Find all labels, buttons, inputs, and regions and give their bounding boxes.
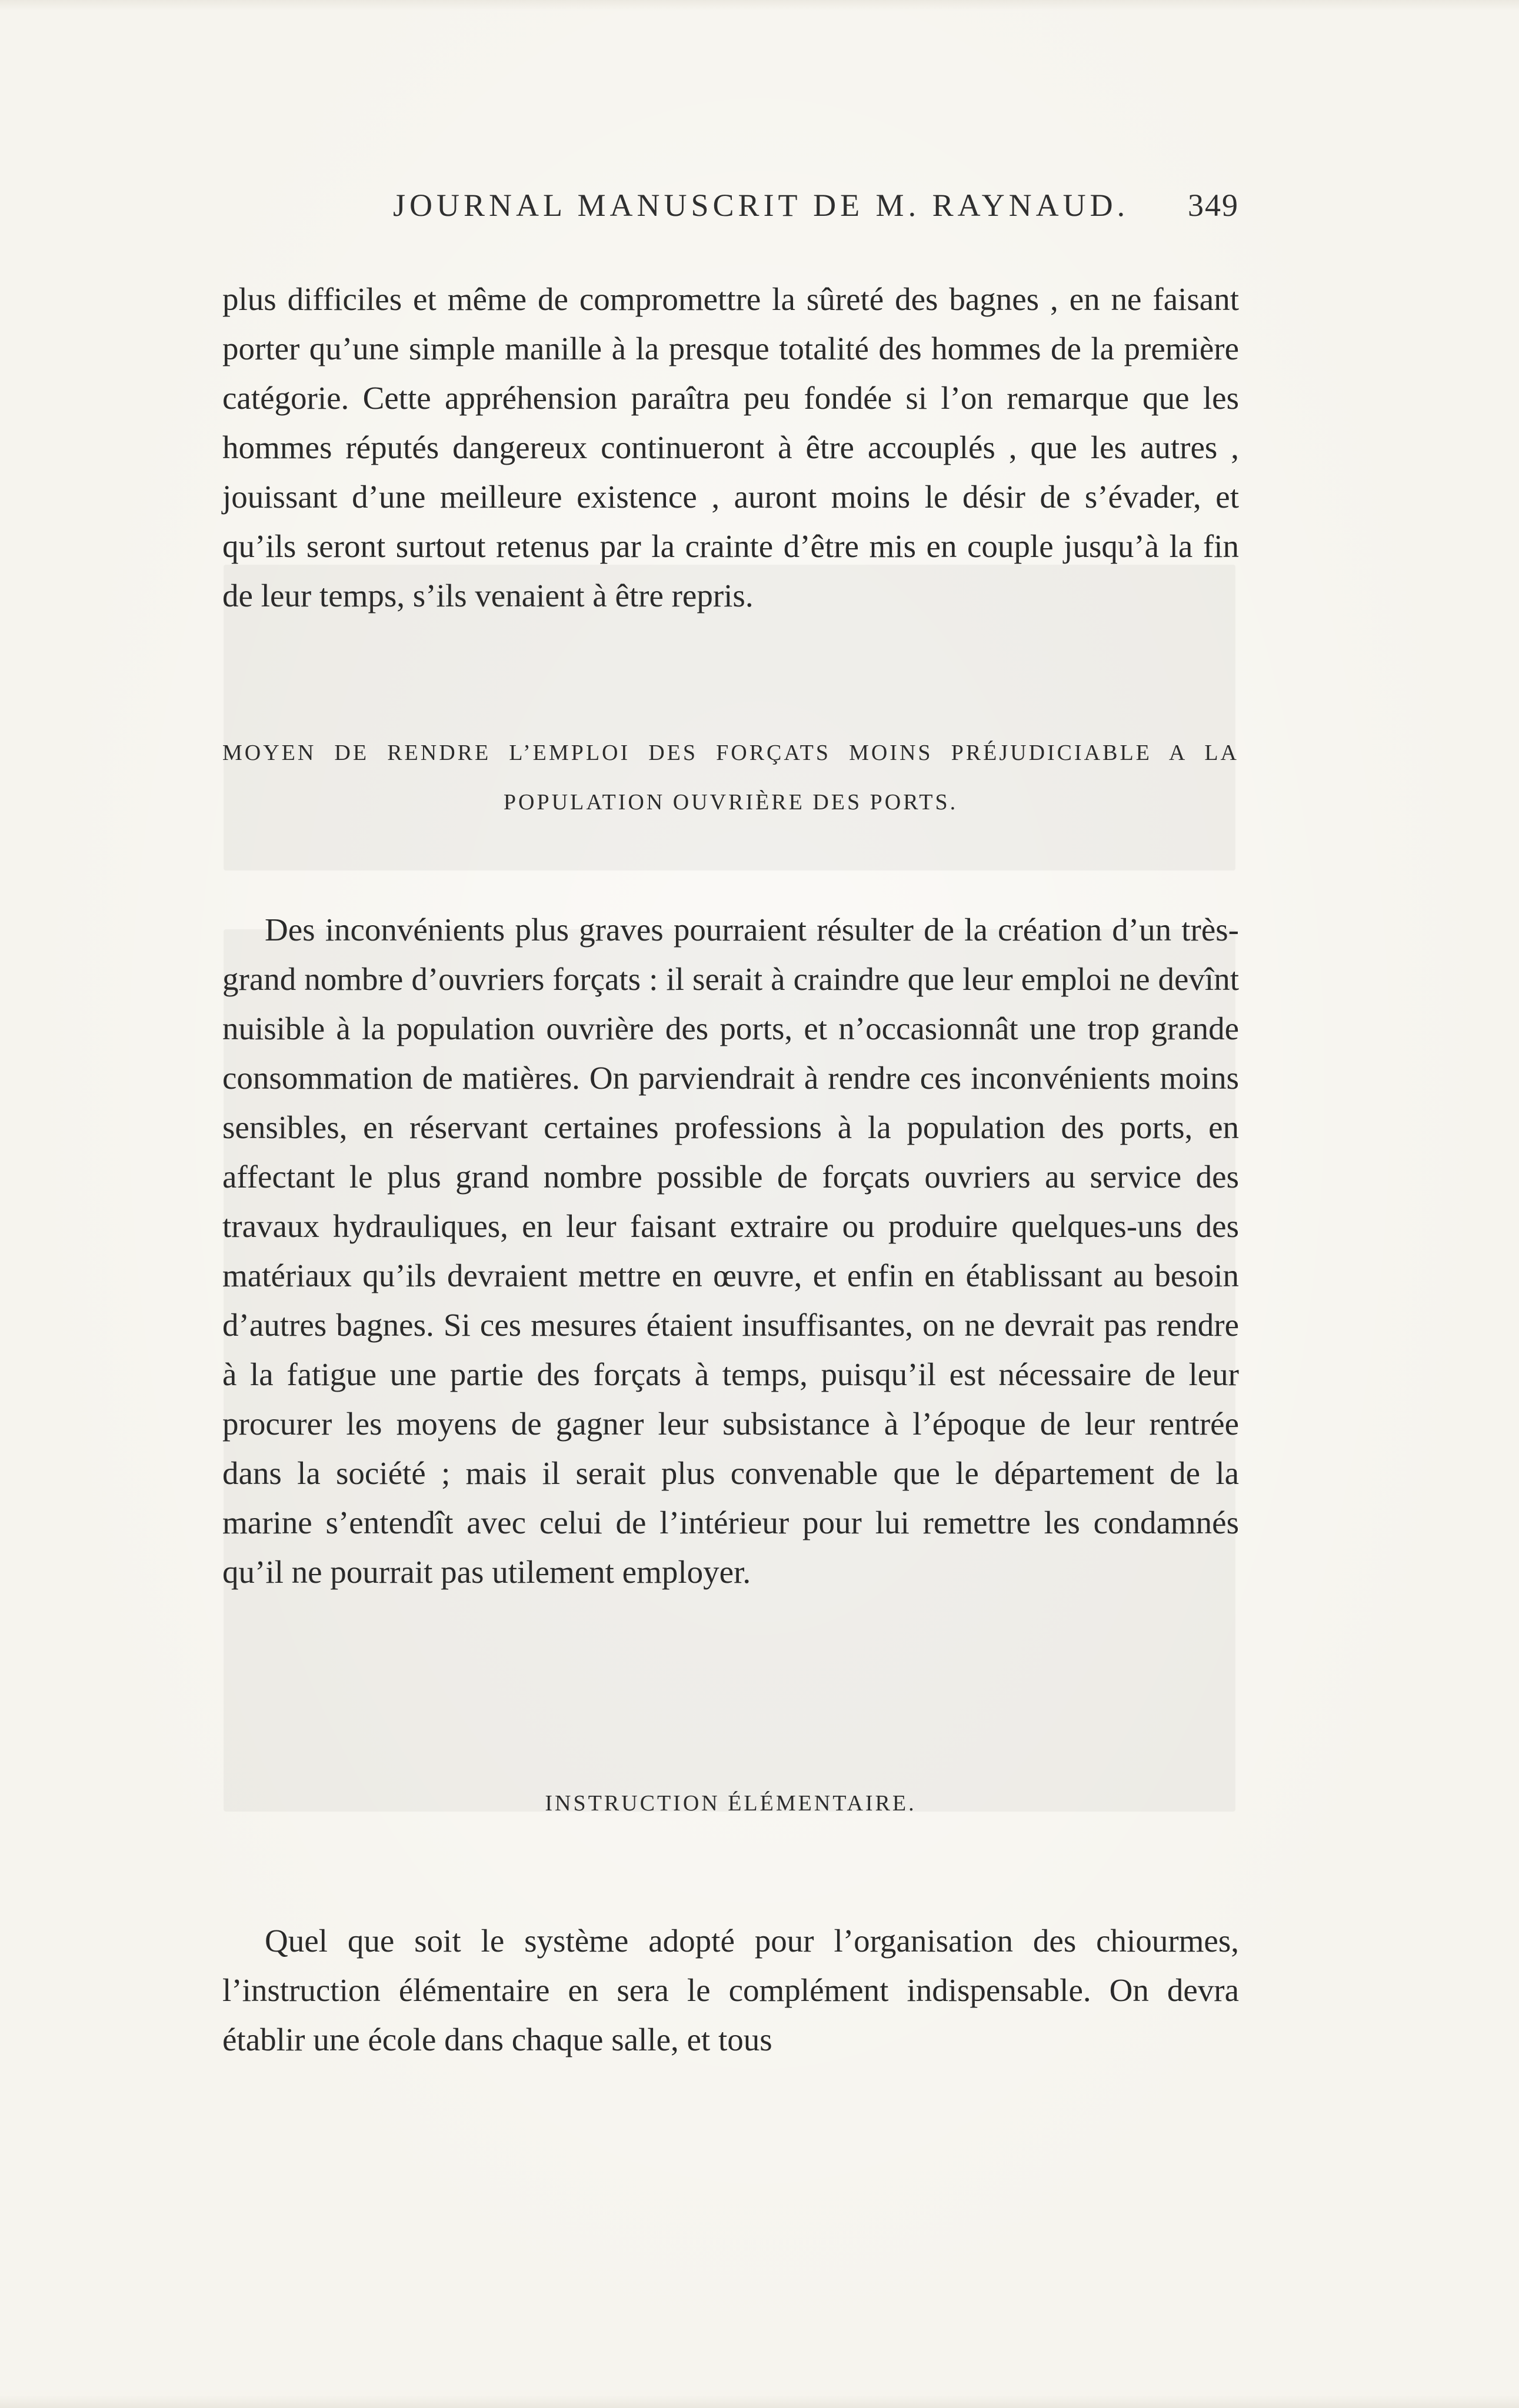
section-heading-instruction: INSTRUCTION ÉLÉMENTAIRE. [545,1791,917,1816]
running-head [222,187,1239,234]
paragraph-inconvenients: Des inconvénients plus graves pourraient résulter de la création d’un très-grand nombre d’ouvriers forçats : il serait à craindre que leur emploi ne devînt nuisible à la population ouvrière des ports, et n’occasionnât une trop grande consommation de matières. On parviendrait à rendre ces inconvénients moins sensibles, en réservant certaines professions à la population des ports, en affectant le plus grand nombre possible de forçats ouvriers au service des travaux hydrauliques, en leur faisant extraire ou produire quelques-uns des matériaux qu’ils devraient mettre en œuvre, et enfin en établissant au besoin d’autres bagnes. Si ces mesures étaient insuffisantes, on ne devrait pas rendre à la fatigue une partie des forçats à temps, puisqu’il est nécessaire de leur procurer les moyens de gagner leur subsistance à l’époque de leur rentrée dans la société ; mais il serait plus convenable que le département de la marine s’entendît avec celui de l’intérieur pour lui remettre les condamnés qu’il ne pourrait pas utilement employer. [222,912,1239,1590]
paragraph-continuation: plus difficiles et même de compromettre la sûreté des bagnes , en ne faisant porter qu’une simple manille à la presque totalité des hommes de la première catégorie. Cette appréhension paraîtra peu fondée si l’on remarque que les hommes réputés dangereux continueront à être accouplés , que les autres , jouissant d’une meilleure existence , auront moins le désir de s’évader, et qu’ils seront surtout retenus par la crainte d’être mis en couple jusqu’à la fin de leur temps, s’ils venaient à être repris. [222,281,1239,613]
running-title: JOURNAL MANUSCRIT DE M. RAYNAUD. [393,188,1130,223]
page-number: 349 [1188,188,1239,223]
paragraph-instruction: Quel que soit le système adopté pour l’organisation des chiourmes, l’instruction élémentaire en sera le complément indispensable. On devra établir une école dans chaque salle, et tous [222,1923,1239,2057]
paper-edge-bottom [0,2395,1519,2408]
section-heading-moyen: MOYEN DE RENDRE L’EMPLOI DES FORÇATS MOINS PRÉJUDICIABLE A LA POPULATION OUVRIÈRE DES PORTS. [222,741,1239,815]
paper-edge-top [0,0,1519,11]
